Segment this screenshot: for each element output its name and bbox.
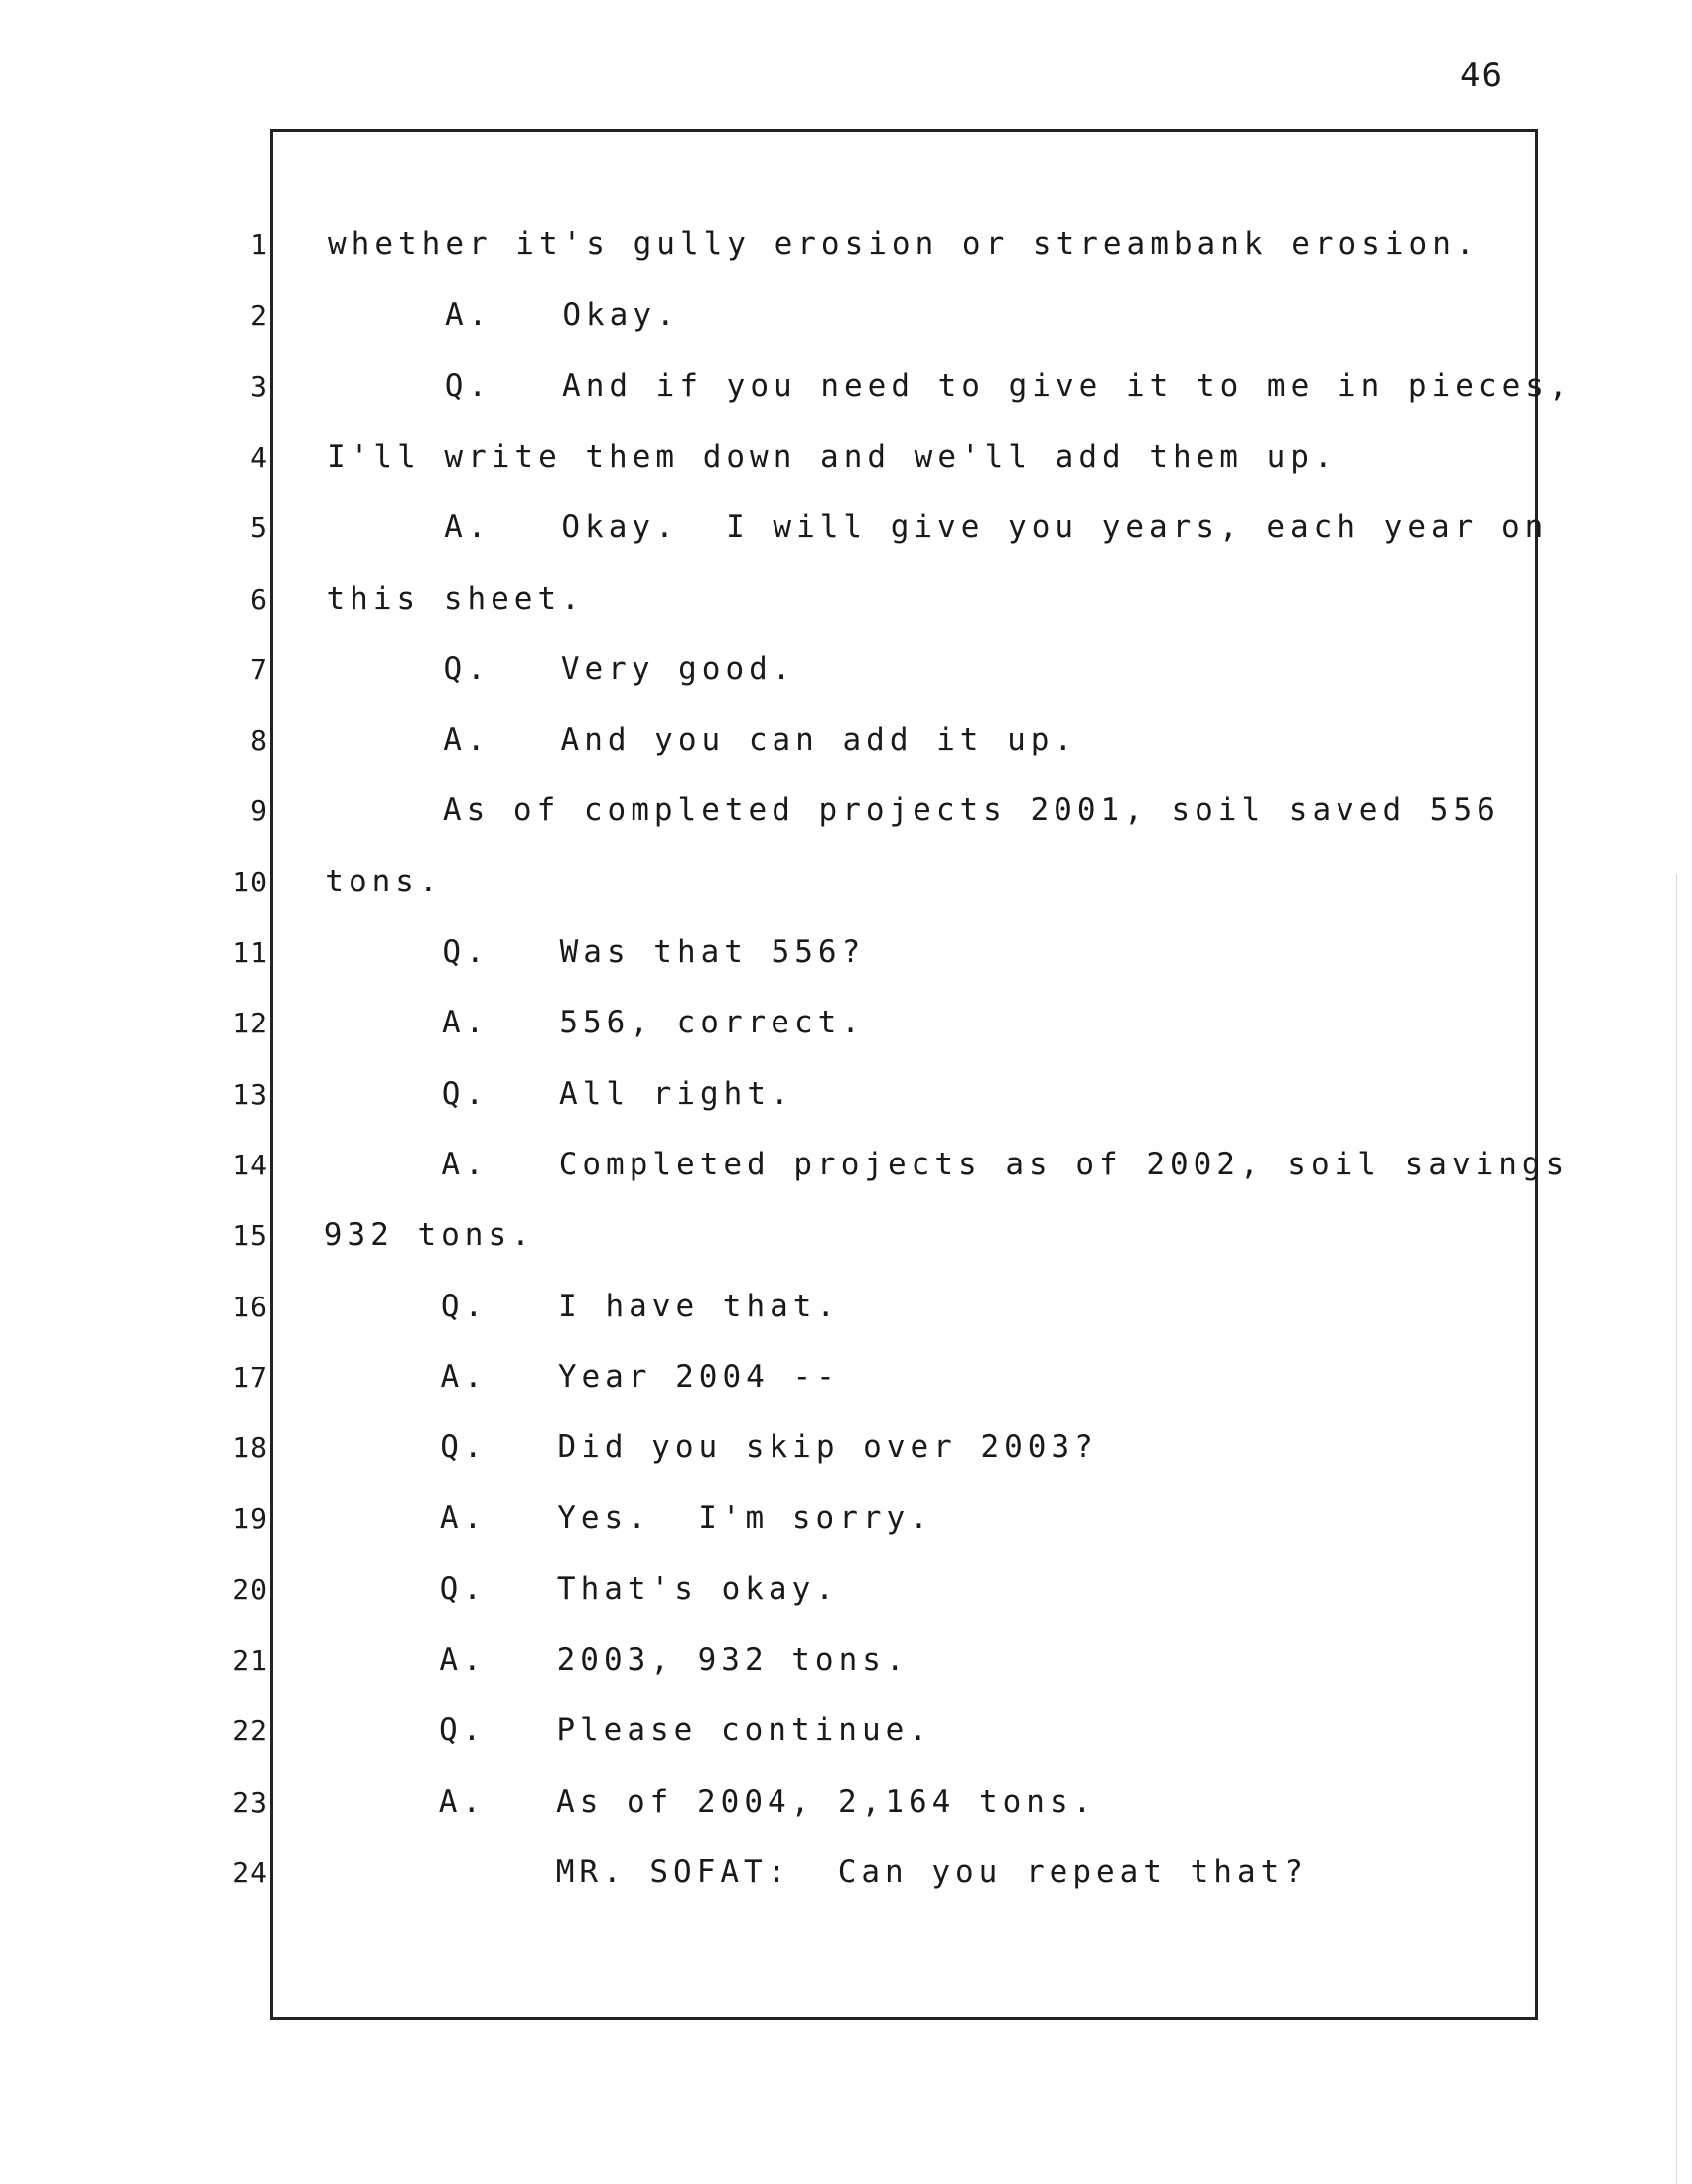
transcript-line: I'll write them down and we'll add them up. (327, 438, 1338, 475)
line-number: 6 (250, 582, 268, 615)
transcript-line: Q. And if you need to give it to me in pieces, (327, 367, 1573, 404)
transcript-line: tons. (325, 863, 443, 899)
line-number: 22 (232, 1714, 268, 1748)
transcript-line: A. And you can add it up. (325, 722, 1078, 758)
page-number: 46 (1460, 56, 1504, 95)
transcript-line: Q. Was that 556? (325, 934, 866, 970)
line-number: 23 (232, 1785, 268, 1819)
line-number: 1 (250, 228, 268, 261)
transcript-line: A. As of 2004, 2,164 tons. (321, 1783, 1097, 1820)
scan-edge-line (1676, 874, 1677, 2184)
transcript-line: A. Year 2004 -- (323, 1358, 840, 1395)
line-number: 8 (250, 724, 268, 757)
transcript-line: A. Okay. I will give you years, each year on (326, 509, 1549, 546)
line-number: 15 (232, 1219, 268, 1253)
transcript-line: A. Yes. I'm sorry. (322, 1500, 933, 1537)
transcript-line: MR. SOFAT: Can you repeat that? (321, 1853, 1308, 1890)
line-number: 4 (250, 440, 268, 474)
transcript-line: As of completed projects 2001, soil saved 556 (325, 792, 1500, 829)
line-number: 2 (250, 299, 268, 333)
line-number: 21 (232, 1644, 268, 1677)
transcript-line: 932 tons. (323, 1217, 535, 1254)
transcript-line: Q. All right. (324, 1075, 794, 1112)
transcript-line: Q. That's okay. (322, 1570, 839, 1607)
line-number: 12 (232, 1007, 268, 1040)
transcript-line: this sheet. (326, 580, 585, 616)
line-number: 14 (232, 1148, 268, 1181)
transcript-line: A. Okay. (327, 297, 680, 334)
line-number: 19 (232, 1502, 268, 1536)
line-number: 18 (232, 1432, 268, 1465)
line-number: 10 (232, 865, 268, 898)
line-number: 9 (250, 794, 268, 828)
line-number: 7 (250, 652, 268, 686)
transcript-line: Q. Please continue. (321, 1712, 932, 1749)
transcript-line: A. 556, correct. (324, 1005, 865, 1041)
line-number: 24 (232, 1855, 268, 1889)
line-number: 20 (232, 1572, 268, 1606)
line-number: 13 (232, 1077, 268, 1111)
line-number: 16 (232, 1290, 268, 1323)
transcript-line: A. 2003, 932 tons. (322, 1642, 910, 1678)
transcript-line: Q. Very good. (326, 650, 796, 687)
transcript-line: A. Completed projects as of 2002, soil savings (324, 1146, 1570, 1182)
line-number: 5 (250, 511, 268, 545)
transcript-line: Q. Did you skip over 2003? (322, 1430, 1098, 1466)
line-number: 3 (250, 369, 268, 403)
transcript-line: whether it's gully erosion or streambank erosion. (328, 226, 1480, 262)
transcript-line: Q. I have that. (323, 1288, 841, 1324)
line-number: 17 (232, 1360, 268, 1394)
line-number: 11 (232, 936, 268, 969)
